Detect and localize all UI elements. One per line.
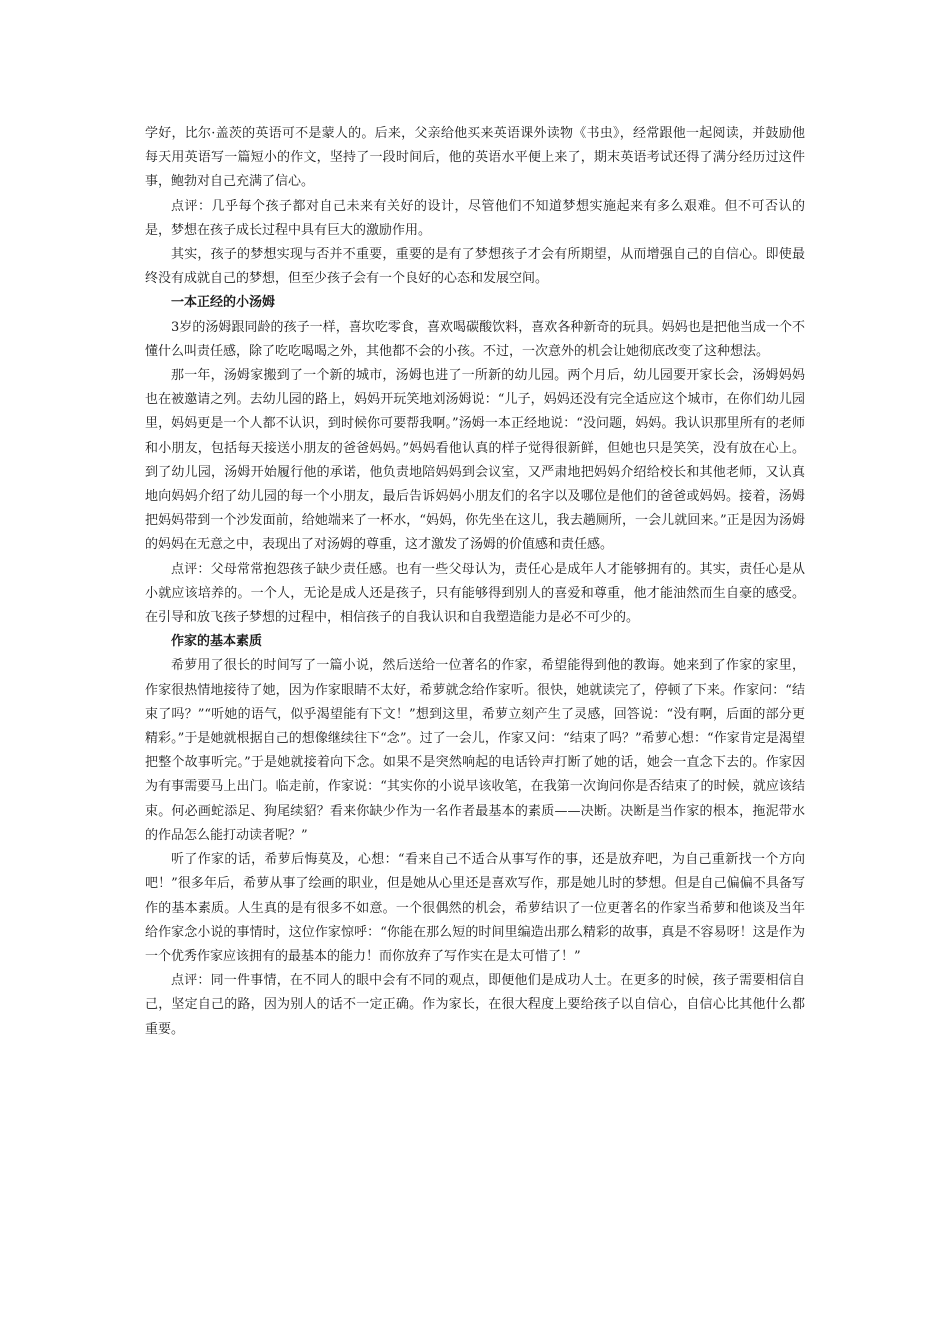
paragraph-comment-3: 点评：同一件事情，在不同人的眼中会有不同的观点，即便他们是成功人士。在更多的时候，孩子需要相信自己，坚定自己的路，因为别人的话不一定正确。作为家长，在很大程度上要给孩子以自信心，自信心比其他什么都重要。 xyxy=(145,973,805,1037)
section-heading-tom: 一本正经的小汤姆 xyxy=(171,295,276,311)
paragraph-7: 听了作家的话，希萝后悔莫及，心想：“看来自己不适合从事写作的事，还是放弃吧，为自己重新找一个方向吧！”很多年后，希萝从事了绘画的职业，但是她从心里还是喜欢写作，那是她儿时的梦想。但是自己偏偏不具备写作的基本素质。人生真的是有很多不如意。一个很偶然的机会，希萝结识了一位更著名的作家当希萝和他谈及当年给作家念小说的事情时，这位作家惊呼：“你能在那么短的时间里编造出那么精彩的故事，真是不容易呀！这是作为一个优秀作家应该拥有的最基本的能力！而你放弃了写作实在是太可惜了！” xyxy=(145,852,805,964)
paragraph-4: 那一年，汤姆家搬到了一个新的城市，汤姆也进了一所新的幼儿园。两个月后，幼儿园要开家长会，汤姆妈妈也在被邀请之列。去幼儿园的路上，妈妈开玩笑地刘汤姆说：“儿子，妈妈还没有完全适应这个城市，在你们幼儿园里，妈妈更是一个人都不认识，到时候你可要帮我啊。”汤姆一本正经地说：“没问题，妈妈。我认识那里所有的老师和小朋友，包括每天接送小朋友的爸爸妈妈。”妈妈看他认真的样子觉得很新鲜，但她也只是笑笑，没有放在心上。到了幼儿园，汤姆开始履行他的承诺，他负责地陪妈妈到会议室，又严肃地把妈妈介绍给校长和其他老师，又认真地向妈妈介绍了幼儿园的每一个小朋友，最后告诉妈妈小朋友们的名字以及哪位是他们的爸爸或妈妈。接着，汤姆把妈妈带到一个沙发面前，给她端来了一杯水，“妈妈，你先坐在这儿，我去趟厕所，一会儿就回来。”正是因为汤姆的妈妈在无意之中，表现出了对汤姆的尊重，这才激发了汤姆的价值感和责任感。 xyxy=(145,368,805,553)
paragraph-2: 其实，孩子的梦想实现与否并不重要，重要的是有了梦想孩子才会有所期望，从而增强自己的自信心。即使最终没有成就自己的梦想，但至少孩子会有一个良好的心态和发展空间。 xyxy=(145,247,805,287)
paragraph-3: 3岁的汤姆跟同龄的孩子一样，喜坎吃零食，喜欢喝碳酸饮料，喜欢各种新奇的玩具。妈妈也是把他当成一个不懂什么叫责任感，除了吃吃喝喝之外，其他都不会的小孩。不过，一次意外的机会让她彻底改变了这种想法。 xyxy=(145,319,805,359)
paragraph-6: 希萝用了很长的时间写了一篇小说，然后送给一位著名的作家，希望能得到他的教诲。她来到了作家的家里，作家很热情地接待了她，因为作家眼睛不太好，希萝就念给作家听。很快，她就读完了，停顿了下来。作家问：“结束了吗？”“听她的语气，似乎渴望能有下文！”想到这里，希萝立刻产生了灵感，回答说：“没有啊，后面的部分更精彩。”于是她就根据自己的想像继续往下“念”。过了一会儿，作家又问：“结束了吗？”希萝心想：“作家肯定是渴望把整个故事听完。”于是她就接着向下念。如果不是突然响起的电话铃声打断了她的话，她会一直念下去的。作家因为有事需要马上出门。临走前，作家说：“其实你的小说早该收笔，在我第一次询问你是否结束了的时候，就应该结束。何必画蛇添足、狗尾续貂？看来你缺少作为一名作者最基本的素质——决断。决断是当作家的根本，拖泥带水的作品怎么能打动读者呢？” xyxy=(145,658,805,843)
document-body xyxy=(145,122,805,1042)
paragraph-continuation: 学好，比尔·盖茨的英语可不是蒙人的。后来，父亲给他买来英语课外读物《书虫》，经常跟他一起阅读，并鼓励他每天用英语写一篇短小的作文，坚持了一段时间后，他的英语水平便上来了，期末英语考试还得了满分经历过这件事，鲍勃对自己充满了信心。 xyxy=(145,126,805,190)
paragraph-comment-1: 点评：几乎每个孩子都对自己未来有关好的设计，尽管他们不知道梦想实施起来有多么艰难。但不可否认的是，梦想在孩子成长过程中具有巨大的激励作用。 xyxy=(145,198,805,238)
paragraph-comment-2: 点评：父母常常抱怨孩子缺少责任感。也有一些父母认为，责任心是成年人才能够拥有的。其实，责任心是从小就应该培养的。一个人，无论是成人还是孩子，只有能够得到别人的喜爱和尊重，他才能油然而生自豪的感受。在引导和放飞孩子梦想的过程中，相信孩子的自我认识和自我塑造能力是必不可少的。 xyxy=(145,561,805,626)
section-heading-writer: 作家的基本素质 xyxy=(171,634,263,650)
